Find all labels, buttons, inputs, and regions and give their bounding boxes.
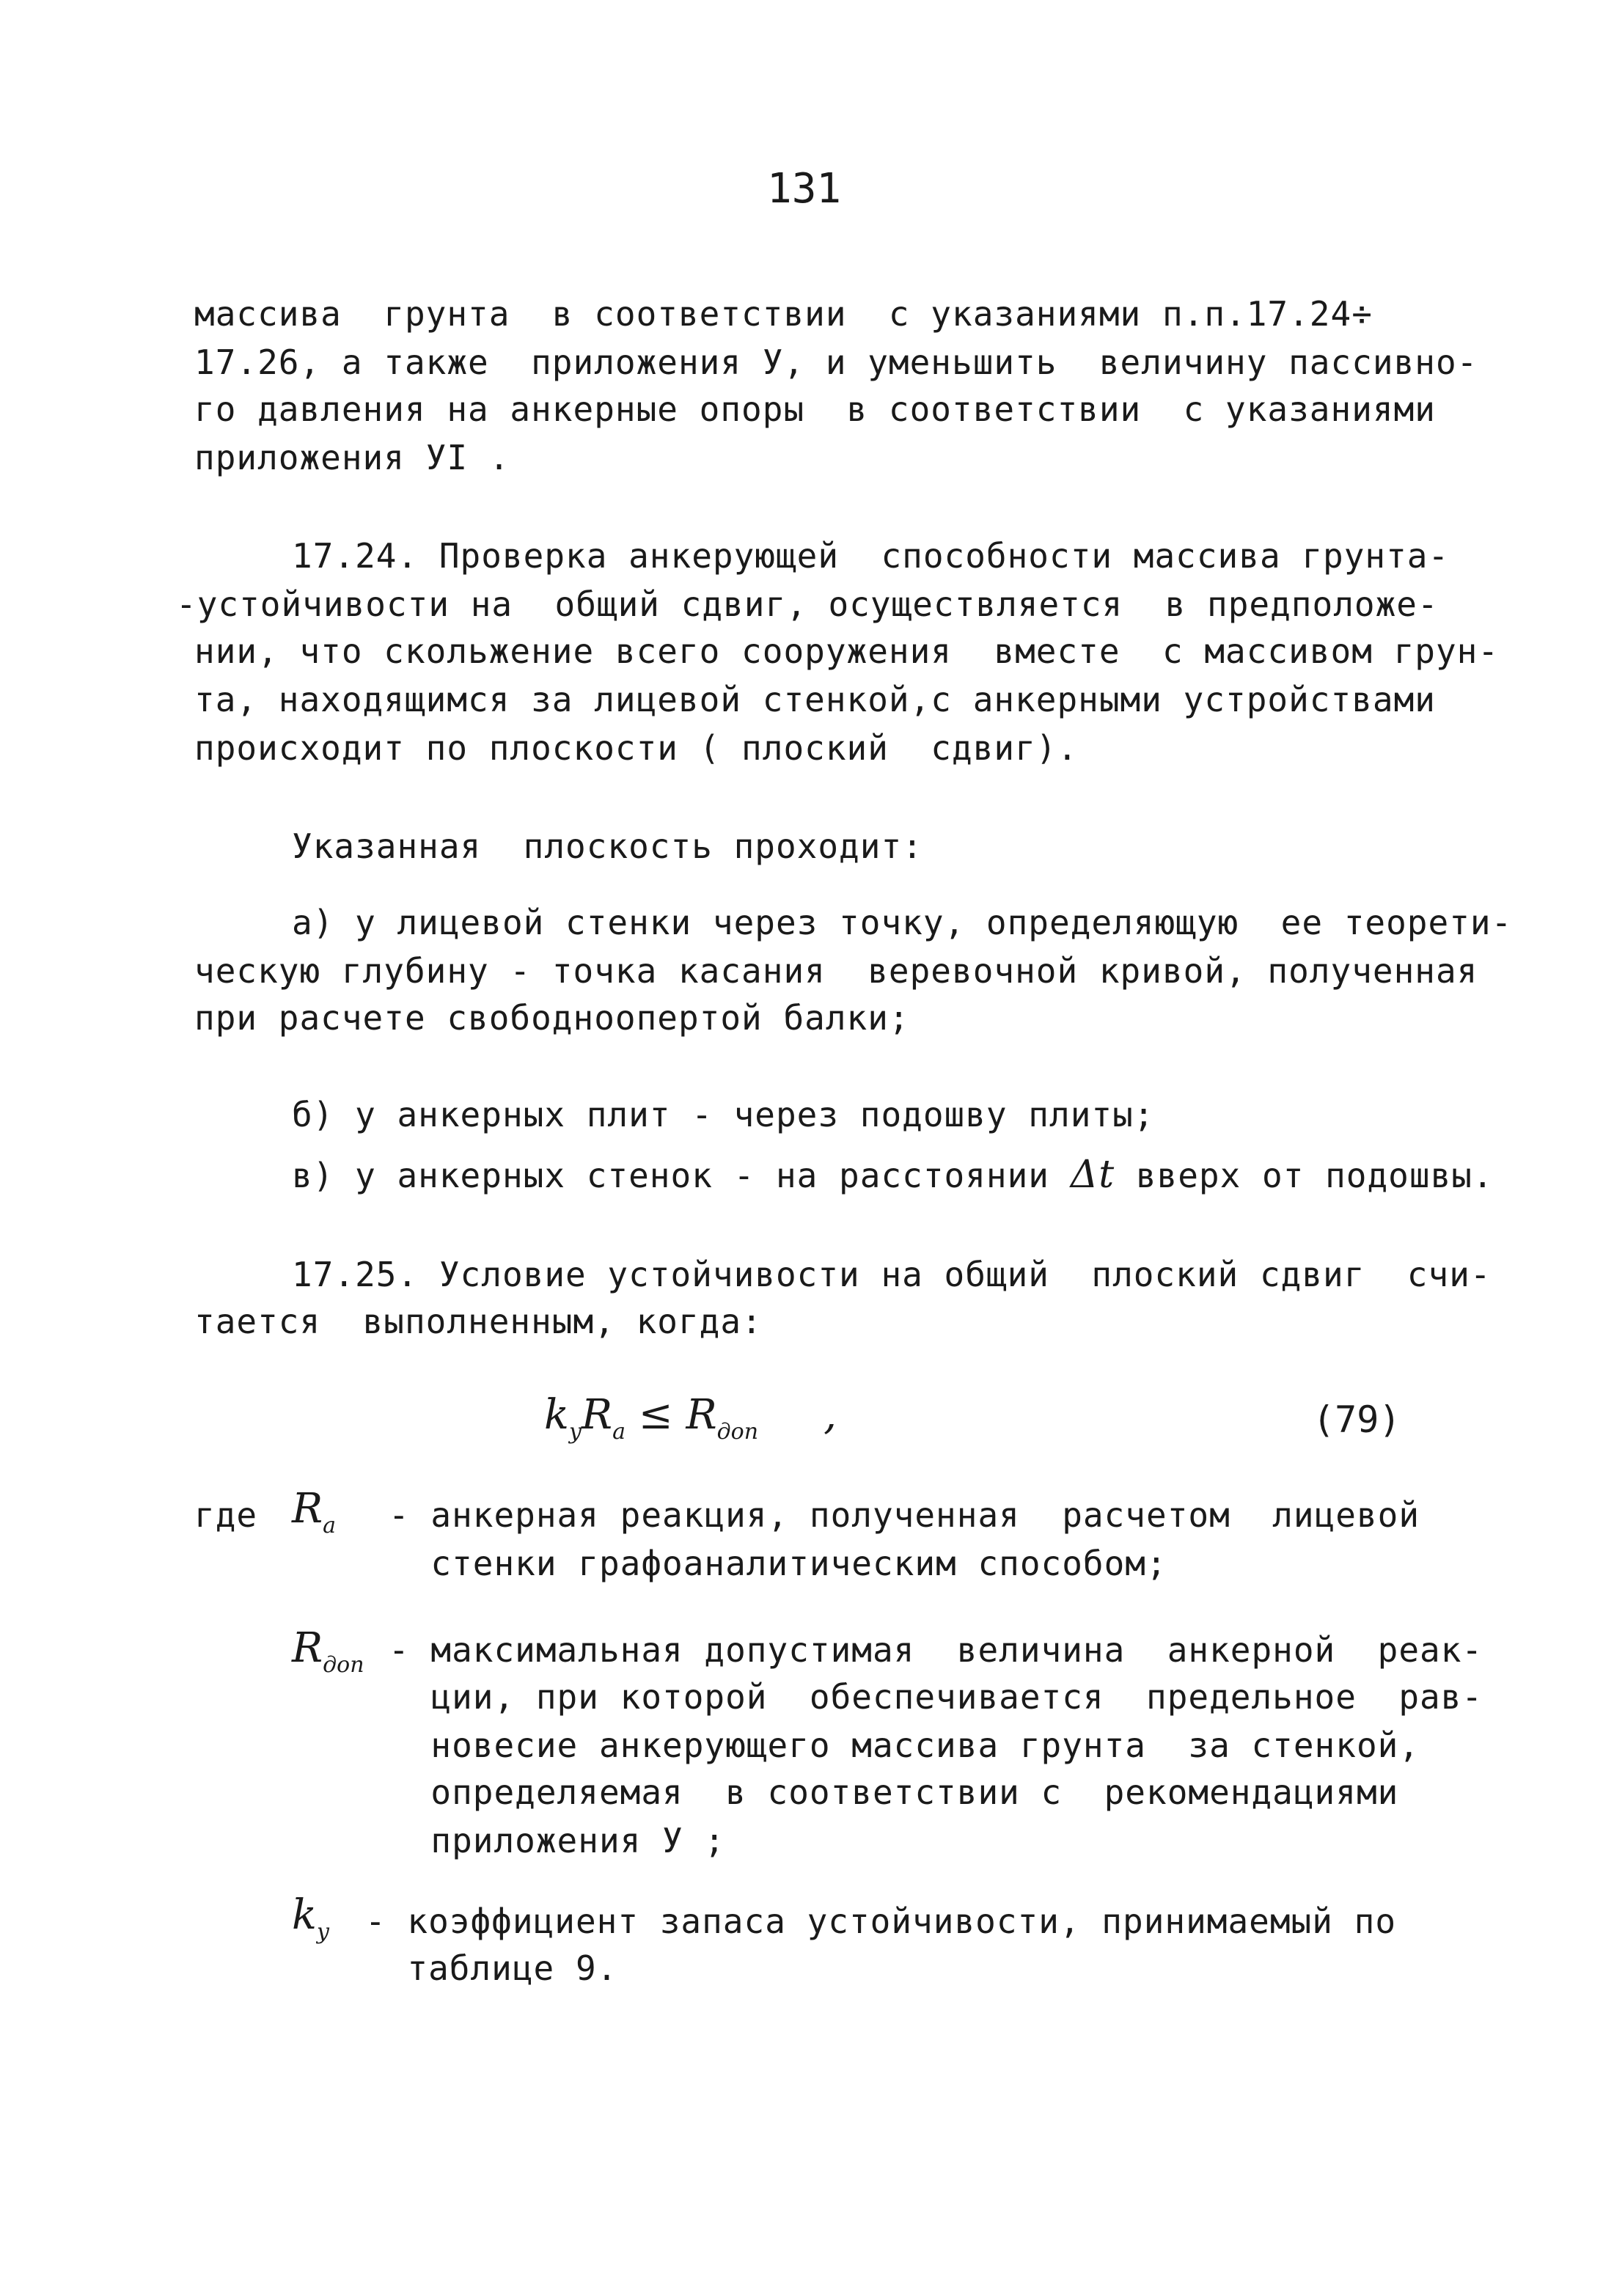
paragraph-line: 17.24. Проверка анкерующей способности массива грунта- — [292, 536, 1450, 576]
list-item-line: при расчете свободноопертой балки; — [194, 998, 910, 1038]
definition-line: ции, при которой обеспечивается предельное рав- — [389, 1677, 1483, 1717]
equation-number: (79) — [1313, 1398, 1401, 1441]
formula-r-sub: a — [612, 1419, 626, 1445]
definition-line: приложения У ; — [389, 1821, 726, 1860]
paragraph-line: -устойчивости на общий сдвиг, осуществляется в предположе- — [176, 584, 1439, 624]
delta-t-symbol: Δt — [1070, 1153, 1115, 1197]
paragraph-line: тается выполненным, когда: — [194, 1302, 763, 1341]
formula-79 — [544, 1393, 837, 1454]
definition-line: - максимальная допустимая величина анкерной реак- — [389, 1630, 1483, 1670]
paragraph-line: 17.26, а также приложения У, и уменьшить величину пассивно- — [194, 342, 1478, 382]
paragraph-line: нии, что скольжение всего сооружения вместе с массивом грун- — [194, 631, 1500, 671]
formula-trail: , — [823, 1391, 837, 1439]
where-label: где — [194, 1495, 258, 1535]
symbol-ra-sub: a — [323, 1513, 337, 1538]
symbol-rdop-letter: R — [292, 1624, 323, 1672]
symbol-ky-sub: y — [316, 1919, 329, 1945]
definition-line: определяемая в соответствии с рекомендациями — [389, 1772, 1399, 1812]
symbol-ra-letter: R — [292, 1485, 323, 1533]
list-item-line: б) у анкерных плит - через подошву плиты; — [292, 1095, 1155, 1134]
formula-operator: ≤ — [638, 1391, 673, 1439]
list-item-line: а) у лицевой стенки через точку, определяющую ее теорети- — [292, 903, 1513, 942]
symbol-rdop-sub: доп — [323, 1652, 364, 1678]
paragraph-line: го давления на анкерные опоры в соответствии с указаниями — [194, 389, 1436, 429]
formula-r-dop: R — [686, 1391, 717, 1439]
paragraph-line: происходит по плоскости ( плоский сдвиг). — [194, 728, 1079, 768]
list-item-text: вверх от подошвы. — [1115, 1156, 1494, 1195]
formula-r-dop-sub: доп — [716, 1419, 759, 1445]
formula-k: k — [544, 1391, 569, 1439]
definition-line: стенки графоаналитическим способом; — [389, 1544, 1167, 1583]
page-number: 131 — [767, 165, 842, 213]
list-item-line — [292, 1153, 1494, 1197]
paragraph-line: та, находящимся за лицевой стенкой,с анкерными устройствами — [194, 680, 1436, 719]
definition-line: таблице 9. — [365, 1948, 618, 1988]
list-item-line: ческую глубину - точка касания веревочной кривой, полученная — [194, 951, 1478, 991]
definition-line: - коэффициент запаса устойчивости, принимаемый по — [365, 1901, 1397, 1941]
definition-line: - анкерная реакция, полученная расчетом лицевой — [389, 1495, 1420, 1535]
symbol-ra — [292, 1487, 336, 1548]
paragraph-line: приложения УI . — [194, 438, 510, 477]
symbol-ky-letter: k — [292, 1891, 317, 1939]
formula-k-sub: y — [568, 1419, 582, 1445]
list-item-text: в) у анкерных стенок - на расстоянии — [292, 1156, 1071, 1195]
symbol-ky — [292, 1893, 329, 1954]
paragraph-line: массива грунта в соответствии с указаниями п.п.17.24÷ — [194, 294, 1373, 334]
paragraph-line: 17.25. Условие устойчивости на общий плоский сдвиг счи- — [292, 1255, 1492, 1294]
symbol-rdop — [292, 1626, 364, 1687]
paragraph-line: Указанная плоскость проходит: — [292, 826, 923, 866]
formula-r: R — [581, 1391, 613, 1439]
definition-line: новесие анкерующего массива грунта за стенкой, — [389, 1725, 1420, 1765]
